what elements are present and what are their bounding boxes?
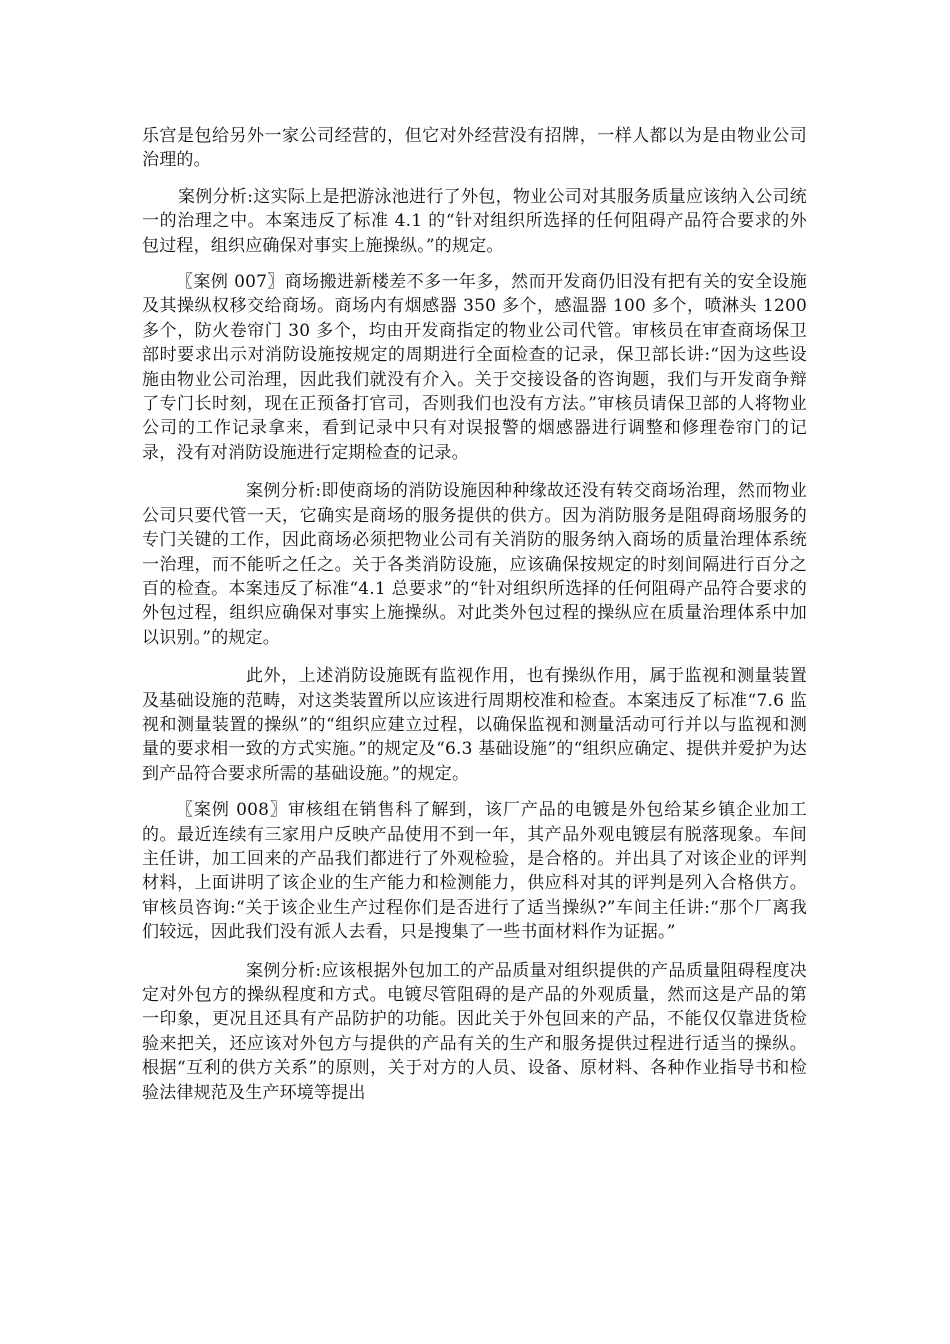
paragraph-case-analysis-fire: 案例分析:即使商场的消防设施因种种缘故还没有转交商场治理，然而物业公司只要代管一天，它确实是商场的服务提供的供方。因为消防服务是阻碍商场服务的专门关键的工作，因此商场必须把物业公司有关消防的服务纳入商场的质量治理体系统一治理，而不能听之任之。关于各类消防设施，应该确保按规定的时刻间隔进行百分之百的检查。本案违反了标准“4.1 总要求”的“针对组织所选择的任何阻碍产品符合要求的外包过程，组织应确保对事实上施操纵。对此类外包过程的操纵应在质量治理体系中加以识别。”的规定。	[142, 481, 807, 648]
paragraph-case-analysis-pool: 案例分析:这实际上是把游泳池进行了外包，物业公司对其服务质量应该纳入公司统一的治理之中。本案违反了标准 4.1 的“针对组织所选择的任何阻碍产品符合要求的外包过程，组织应确保对事实上施操纵。”的规定。	[142, 186, 807, 256]
paragraph-case-analysis-plating: 案例分析:应该根据外包加工的产品质量对组织提供的产品质量阻碍程度决定对外包方的操纵程度和方式。电镀尽管阻碍的是产品的外观质量，然而这是产品的第一印象，更况且还具有产品防护的功能。因此关于外包回来的产品，不能仅仅靠进货检验来把关，还应该对外包方与提供的产品有关的生产和服务提供过程进行适当的操纵。根据“互利的供方关系”的原则，关于对方的人员、设备、原材料、各种作业指导书和检验法律规范及生产环境等提出	[142, 960, 807, 1103]
paragraph-continuation: 乐宫是包给另外一家公司经营的，但它对外经营没有招牌，一样人都以为是由物业公司治理的。	[142, 126, 807, 171]
paragraph-case-008: 〖案例 008〗审核组在销售科了解到，该厂产品的电镀是外包给某乡镇企业加工的。最近连续有三家用户反映产品使用不到一年，其产品外观电镀层有脱落现象。车间主任讲，加工回来的产品我们都进行了外观检验，是合格的。并出具了对该企业的评判材料，上面讲明了该企业的生产能力和检测能力，供应科对其的评判是列入合格供方。审核员咨询:“关于该企业生产过程你们是否进行了适当操纵?”车间主任讲:“那个厂离我们较远，因此我们没有派人去看，只是搜集了一些书面材料作为证据。”	[142, 800, 807, 943]
document-body	[142, 124, 807, 1105]
paragraph-case-007: 〖案例 007〗商场搬进新楼差不多一年多，然而开发商仍旧没有把有关的安全设施及其操纵权移交给商场。商场内有烟感器 350 多个，感温器 100 多个，喷淋头 1200 多个，防火卷帘门 30 多个，均由开发商指定的物业公司代管。审核员在审查商场保卫部时要求出示对消防设施按规定的周期进行全面检查的记录，保卫部长讲:“因为这些设施由物业公司治理，因此我们就没有介入。关于交接设备的咨询题，我们与开发商争辩了专门长时刻，现在正预备打官司，否则我们也没有方法。”审核员请保卫部的人将物业公司的工作记录拿来，看到记录中只有对误报警的烟感器进行调整和修理卷帘门的记录，没有对消防设施进行定期检查的记录。	[142, 272, 807, 463]
paragraph-additional-analysis: 此外，上述消防设施既有监视作用，也有操纵作用，属于监视和测量装置及基础设施的范畴，对这类装置所以应该进行周期校准和检查。本案违反了标准“7.6 监视和测量装置的操纵”的“组织应建立过程，以确保监视和测量活动可行并以与监视和测量的要求相一致的方式实施。”的规定及“6.3 基础设施”的“组织应确定、提供并爱护为达到产品符合要求所需的基础设施。”的规定。	[142, 666, 807, 784]
